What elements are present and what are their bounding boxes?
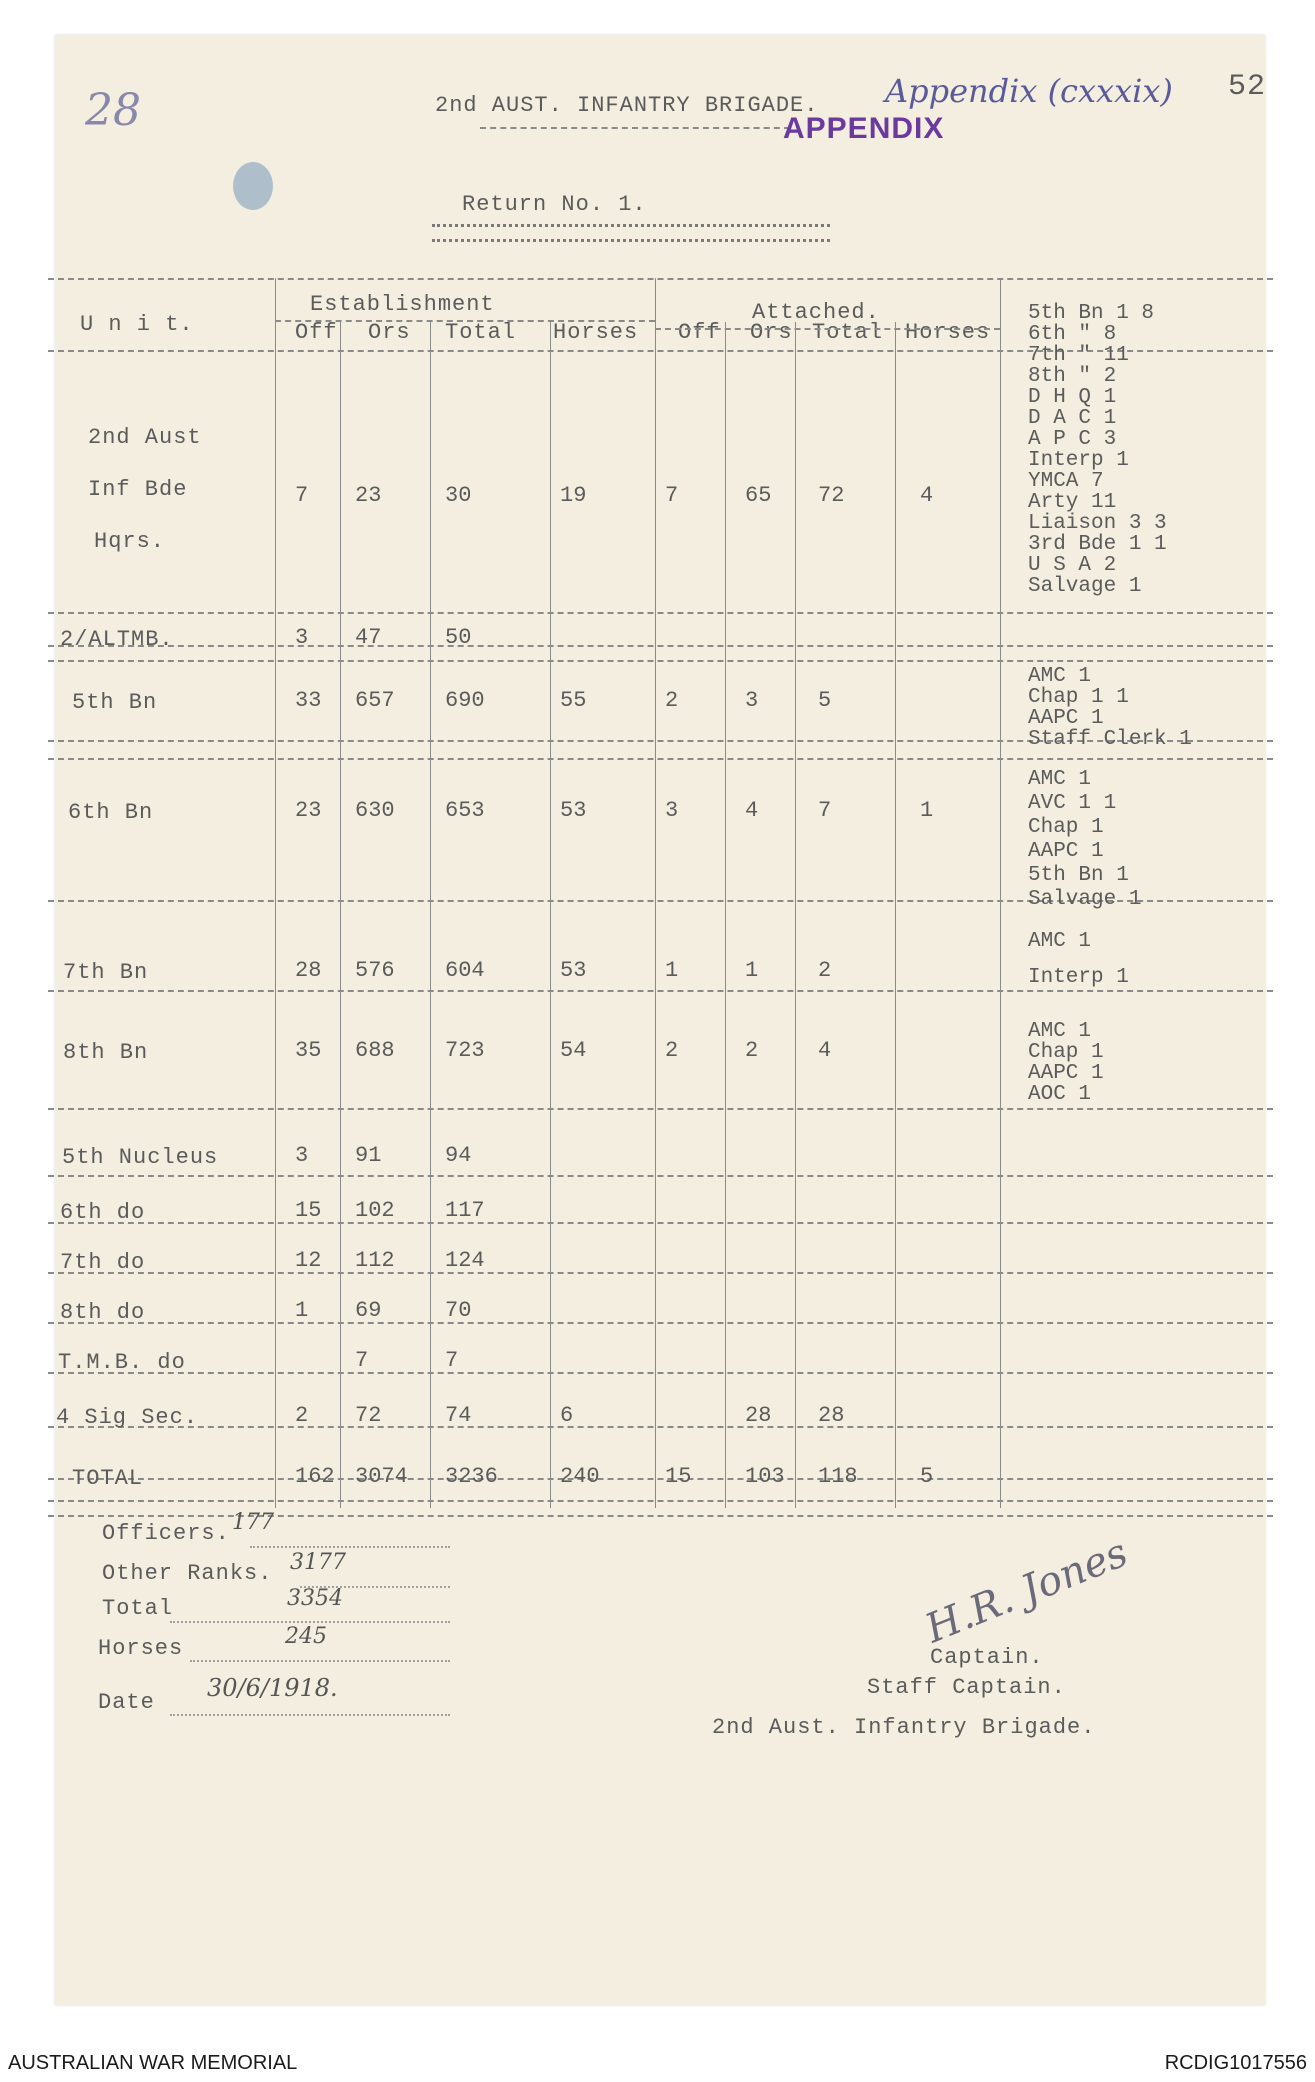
table-cell: 74 — [445, 1403, 472, 1428]
table-cell: 7 — [355, 1348, 369, 1373]
attached-note: AAPC 1 — [1028, 707, 1104, 730]
attached-note: Arty 11 — [1028, 491, 1117, 514]
table-cell: 5 — [920, 1464, 934, 1489]
table-cell: 1 — [295, 1298, 309, 1323]
attached-note: 7th " 11 — [1028, 344, 1129, 367]
table-cell: 33 — [295, 688, 322, 713]
attached-note: 5th Bn 1 8 — [1028, 302, 1155, 325]
horses-dots — [190, 1660, 450, 1662]
table-cell: 576 — [355, 958, 395, 983]
row-rule — [48, 645, 1273, 647]
table-cell: 35 — [295, 1038, 322, 1063]
table-cell: 7 — [665, 483, 679, 508]
table-cell: 103 — [745, 1464, 785, 1489]
attached-note: AAPC 1 — [1028, 840, 1104, 863]
table-cell: 28 — [745, 1403, 772, 1428]
table-cell: 240 — [560, 1464, 600, 1489]
subheader-3: Horses — [553, 320, 639, 345]
table-cell: 3074 — [355, 1464, 408, 1489]
unit-name: 5th Bn — [72, 690, 158, 715]
column-rule — [795, 322, 796, 1508]
table-cell: 117 — [445, 1198, 485, 1223]
column-rule — [340, 322, 341, 1508]
page-number: 52 — [1228, 70, 1267, 104]
table-cell: 72 — [355, 1403, 382, 1428]
table-cell: 6 — [560, 1403, 574, 1428]
table-cell: 53 — [560, 798, 587, 823]
total-dots — [170, 1621, 450, 1623]
row-rule — [48, 1322, 1273, 1324]
date-value: 30/6/1918. — [207, 1674, 338, 1702]
unit-name: 4 Sig Sec. — [56, 1405, 199, 1430]
subheader-7: Horses — [905, 320, 991, 345]
table-cell: 2 — [295, 1403, 309, 1428]
other-ranks-label: Other Ranks. — [102, 1561, 273, 1586]
attached-note: YMCA 7 — [1028, 470, 1104, 493]
attached-note: 5th Bn 1 — [1028, 864, 1129, 887]
attached-note: AMC 1 — [1028, 768, 1092, 791]
row-rule — [48, 990, 1273, 992]
subheader-2: Total — [445, 320, 517, 345]
column-rule — [430, 322, 431, 1508]
column-rule — [895, 322, 896, 1508]
table-cell: 12 — [295, 1248, 322, 1273]
table-cell: 162 — [295, 1464, 335, 1489]
table-cell: 72 — [818, 483, 845, 508]
table-cell: 94 — [445, 1143, 472, 1168]
table-cell: 23 — [355, 483, 382, 508]
table-cell: 28 — [818, 1403, 845, 1428]
table-cell: 657 — [355, 688, 395, 713]
table-cell: 690 — [445, 688, 485, 713]
row-rule — [48, 1372, 1273, 1374]
table-cell: 2 — [745, 1038, 759, 1063]
attached-note: Staff Clerk 1 — [1028, 728, 1192, 751]
subheader-1: Ors — [368, 320, 411, 345]
establishment-header: Establishment — [310, 292, 495, 317]
attached-note: A P C 3 — [1028, 428, 1117, 451]
attached-note: 8th " 2 — [1028, 365, 1117, 388]
unit-name: TOTAL — [72, 1466, 144, 1491]
date-label: Date — [98, 1690, 155, 1715]
subheader-6: Total — [812, 320, 884, 345]
unit-name: 7th Bn — [63, 960, 149, 985]
unit-name: T.M.B. do — [58, 1350, 186, 1375]
column-rule — [655, 278, 656, 1508]
unit-name: 5th Nucleus — [62, 1145, 219, 1170]
other-ranks-value: 3177 — [290, 1550, 346, 1575]
unit-name: Hqrs. — [94, 529, 166, 554]
footer-reference: RCDIG1017556 — [1164, 2052, 1307, 2074]
table-cell: 4 — [920, 483, 934, 508]
attached-rule — [655, 328, 1000, 330]
table-cell: 54 — [560, 1038, 587, 1063]
table-cell: 7 — [295, 483, 309, 508]
table-cell: 630 — [355, 798, 395, 823]
horses-label: Horses — [98, 1636, 184, 1661]
attached-note: 6th " 8 — [1028, 323, 1117, 346]
table-cell: 653 — [445, 798, 485, 823]
table-cell: 28 — [295, 958, 322, 983]
table-cell: 3 — [745, 688, 759, 713]
column-rule — [550, 322, 551, 1508]
table-cell: 55 — [560, 688, 587, 713]
table-cell: 4 — [818, 1038, 832, 1063]
table-cell: 47 — [355, 625, 382, 650]
signature-rank: Captain. — [930, 1645, 1044, 1670]
table-cell: 7 — [818, 798, 832, 823]
unit-name: 6th do — [60, 1200, 146, 1225]
table-cell: 4 — [745, 798, 759, 823]
establishment-rule — [275, 320, 655, 322]
return-underline — [432, 224, 830, 242]
table-cell: 69 — [355, 1298, 382, 1323]
row-rule — [48, 1426, 1273, 1428]
row-rule — [48, 1222, 1273, 1224]
total-value: 3354 — [287, 1586, 343, 1611]
row-rule — [48, 612, 1273, 614]
unit-name: 8th Bn — [63, 1040, 149, 1065]
row-rule — [48, 278, 1273, 280]
table-cell: 7 — [445, 1348, 459, 1373]
unit-name: 2nd Aust — [88, 425, 202, 450]
attached-note: D A C 1 — [1028, 407, 1117, 430]
subheader-0: Off — [295, 320, 338, 345]
table-cell: 112 — [355, 1248, 395, 1273]
unit-name: 8th do — [60, 1300, 146, 1325]
table-cell: 3 — [295, 625, 309, 650]
table-cell: 30 — [445, 483, 472, 508]
column-rule — [725, 322, 726, 1508]
table-cell: 1 — [920, 798, 934, 823]
date-dots — [170, 1714, 450, 1716]
ink-blot — [233, 162, 273, 210]
table-cell: 1 — [665, 958, 679, 983]
attached-note: Salvage 1 — [1028, 575, 1142, 598]
subheader-4: Off — [678, 320, 721, 345]
attached-note: Chap 1 1 — [1028, 686, 1129, 709]
table-cell: 102 — [355, 1198, 395, 1223]
officers-dots — [250, 1546, 450, 1548]
handwritten-folio: 28 — [85, 85, 141, 136]
table-cell: 70 — [445, 1298, 472, 1323]
row-rule — [48, 758, 1273, 760]
attached-note: Salvage 1 — [1028, 888, 1142, 911]
row-rule — [48, 1272, 1273, 1274]
attached-note: AVC 1 1 — [1028, 792, 1117, 815]
appendix-handwriting: Appendix (cxxxix) — [885, 72, 1173, 110]
table-cell: 3 — [295, 1143, 309, 1168]
table-cell: 15 — [665, 1464, 692, 1489]
table-cell: 50 — [445, 625, 472, 650]
table-cell: 5 — [818, 688, 832, 713]
officers-value: 177 — [232, 1510, 274, 1535]
attached-note: Chap 1 — [1028, 1041, 1104, 1064]
appendix-stamp: APPENDIX — [783, 112, 945, 145]
table-cell: 91 — [355, 1143, 382, 1168]
row-rule — [48, 1108, 1273, 1110]
total-label: Total — [102, 1596, 174, 1621]
attached-note: D H Q 1 — [1028, 386, 1117, 409]
horses-value: 245 — [285, 1624, 327, 1649]
attached-note: Interp 1 — [1028, 966, 1129, 989]
footer-archive: AUSTRALIAN WAR MEMORIAL — [8, 2052, 298, 2074]
unit-column-header: U n i t. — [80, 312, 194, 337]
attached-note: AAPC 1 — [1028, 1062, 1104, 1085]
officers-label: Officers. — [102, 1521, 230, 1546]
brigade-title: 2nd AUST. INFANTRY BRIGADE. — [435, 93, 819, 118]
table-cell: 3236 — [445, 1464, 498, 1489]
row-rule — [48, 1478, 1273, 1480]
subheader-5: Ors — [750, 320, 793, 345]
table-cell: 723 — [445, 1038, 485, 1063]
attached-header: Attached. — [752, 300, 880, 325]
signature-handwriting: H.R. Jones — [919, 1529, 1135, 1653]
table-cell: 604 — [445, 958, 485, 983]
attached-note: AMC 1 — [1028, 1020, 1092, 1043]
row-rule — [48, 1500, 1273, 1502]
title-underline — [480, 127, 790, 129]
row-rule — [48, 1175, 1273, 1177]
table-cell: 124 — [445, 1248, 485, 1273]
row-rule — [48, 660, 1273, 662]
attached-note: Interp 1 — [1028, 449, 1129, 472]
signature-unit: 2nd Aust. Infantry Brigade. — [712, 1715, 1096, 1740]
table-cell: 15 — [295, 1198, 322, 1223]
return-number: Return No. 1. — [462, 192, 647, 217]
table-cell: 688 — [355, 1038, 395, 1063]
column-rule — [1000, 278, 1001, 1508]
attached-note: Chap 1 — [1028, 816, 1104, 839]
attached-note: AMC 1 — [1028, 665, 1092, 688]
table-cell: 3 — [665, 798, 679, 823]
column-rule — [275, 278, 276, 1508]
attached-note: 3rd Bde 1 1 — [1028, 533, 1167, 556]
table-cell: 2 — [665, 688, 679, 713]
table-cell: 2 — [818, 958, 832, 983]
signature-role: Staff Captain. — [867, 1675, 1066, 1700]
table-cell: 1 — [745, 958, 759, 983]
unit-name: 7th do — [60, 1250, 146, 1275]
table-cell: 53 — [560, 958, 587, 983]
table-cell: 65 — [745, 483, 772, 508]
unit-name: 2/ALTMB. — [60, 627, 174, 652]
table-cell: 19 — [560, 483, 587, 508]
table-cell: 118 — [818, 1464, 858, 1489]
attached-note: AOC 1 — [1028, 1083, 1092, 1106]
attached-note: U S A 2 — [1028, 554, 1117, 577]
attached-note: Liaison 3 3 — [1028, 512, 1167, 535]
unit-name: Inf Bde — [88, 477, 188, 502]
table-cell: 23 — [295, 798, 322, 823]
table-cell: 2 — [665, 1038, 679, 1063]
attached-note: AMC 1 — [1028, 930, 1092, 953]
unit-name: 6th Bn — [68, 800, 154, 825]
